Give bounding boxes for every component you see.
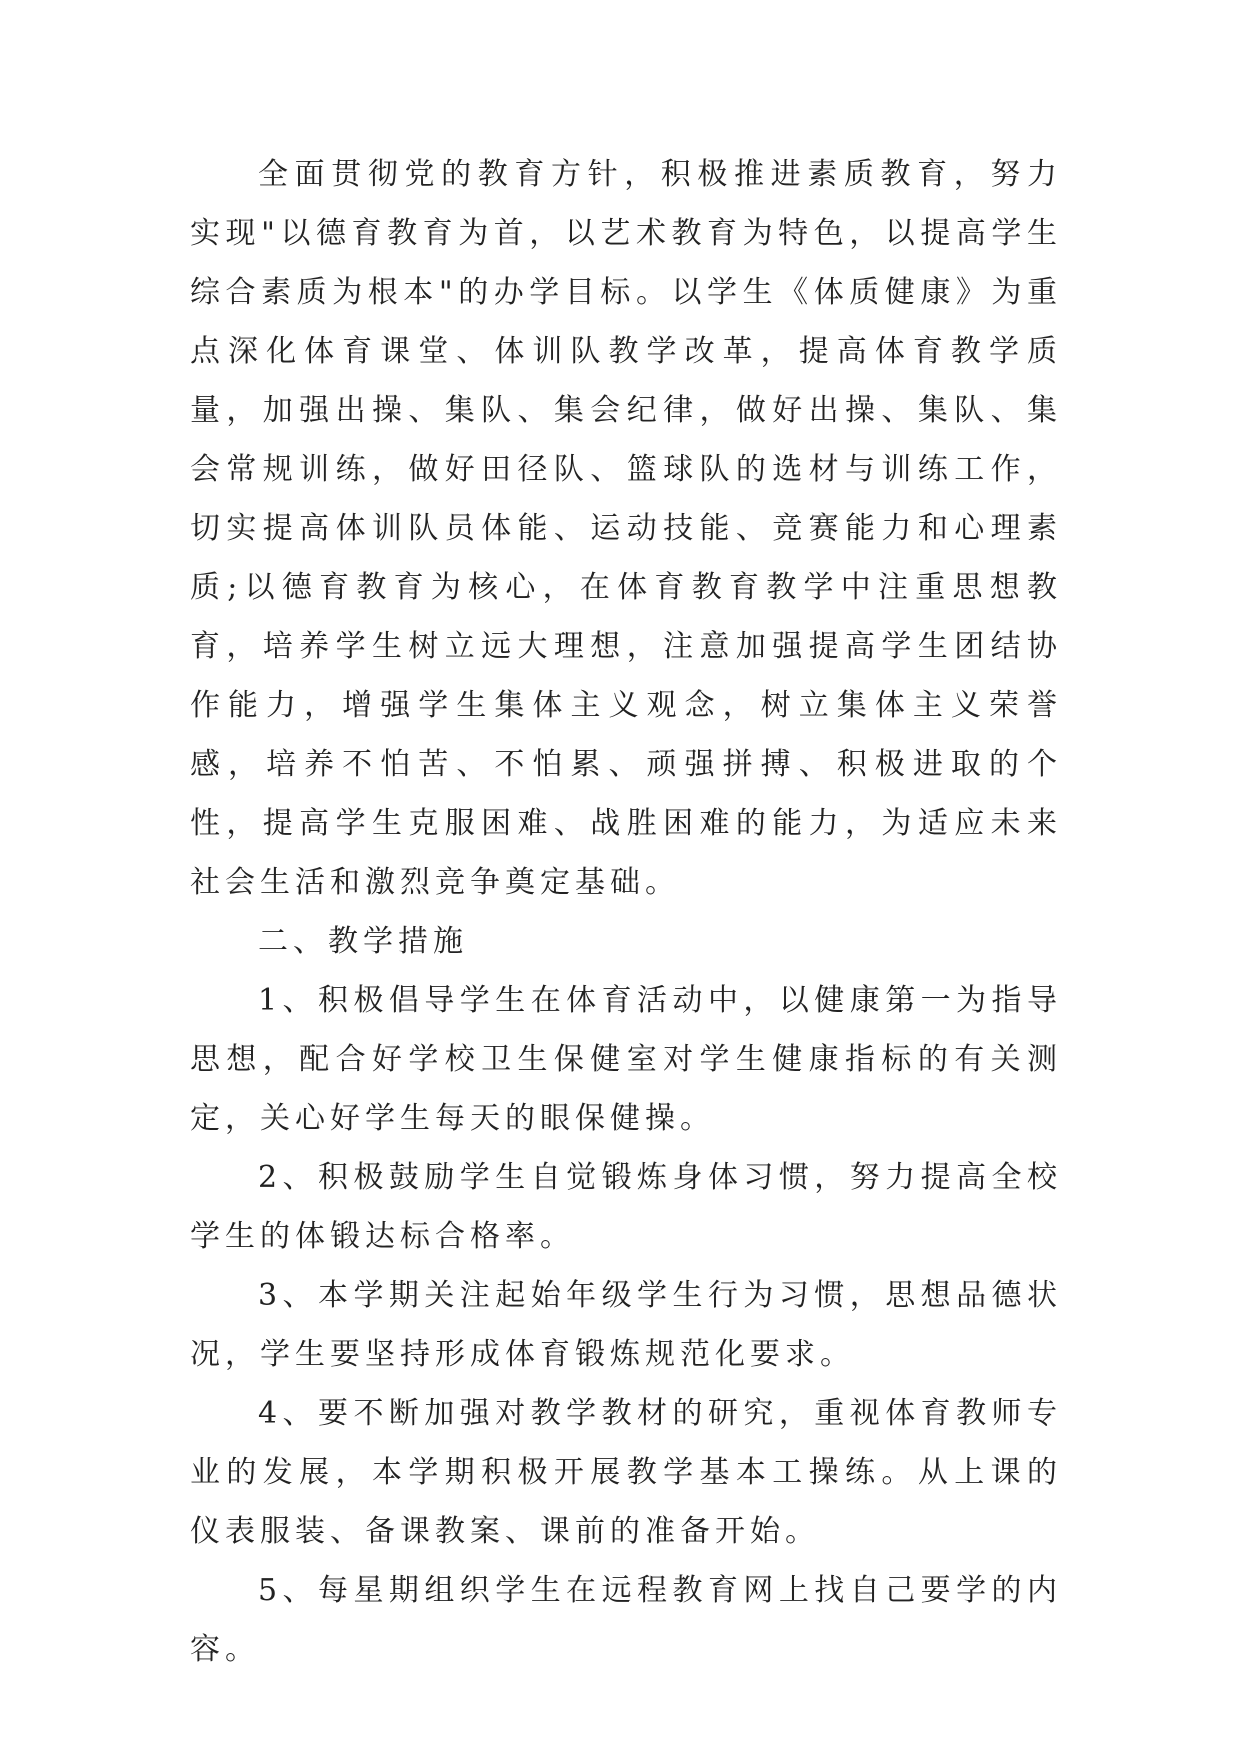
- measure-item-2: 2、积极鼓励学生自觉锻炼身体习惯，努力提高全校学生的体锻达标合格率。: [190, 1160, 1062, 1254]
- document-body: [190, 145, 1062, 1679]
- measure-item-5: 5、每星期组织学生在远程教育网上找自己要学的内容。: [190, 1573, 1062, 1667]
- measure-item-4: 4、要不断加强对教学教材的研究，重视体育教师专业的发展，本学期积极开展教学基本工操练。从上课的仪表服装、备课教案、课前的准备开始。: [190, 1396, 1062, 1549]
- paragraph-intro: 全面贯彻党的教育方针，积极推进素质教育，努力实现"以德育教育为首，以艺术教育为特色，以提高学生综合素质为根本"的办学目标。以学生《体质健康》为重点深化体育课堂、体训队教学改革，提高体育教学质量，加强出操、集队、集会纪律，做好出操、集队、集会常规训练，做好田径队、篮球队的选材与训练工作，切实提高体训队员体能、运动技能、竞赛能力和心理素质;以德育教育为核心，在体育教育教学中注重思想教育，培养学生树立远大理想，注意加强提高学生团结协作能力，增强学生集体主义观念，树立集体主义荣誉感，培养不怕苦、不怕累、顽强拼搏、积极进取的个性，提高学生克服困难、战胜困难的能力，为适应未来社会生活和激烈竞争奠定基础。: [190, 157, 1062, 900]
- measure-item-3: 3、本学期关注起始年级学生行为习惯，思想品德状况，学生要坚持形成体育锻炼规范化要求。: [190, 1278, 1062, 1372]
- section-heading-teaching-measures: 二、教学措施: [258, 924, 468, 959]
- measure-item-1: 1、积极倡导学生在体育活动中，以健康第一为指导思想，配合好学校卫生保健室对学生健康指标的有关测定，关心好学生每天的眼保健操。: [190, 983, 1062, 1136]
